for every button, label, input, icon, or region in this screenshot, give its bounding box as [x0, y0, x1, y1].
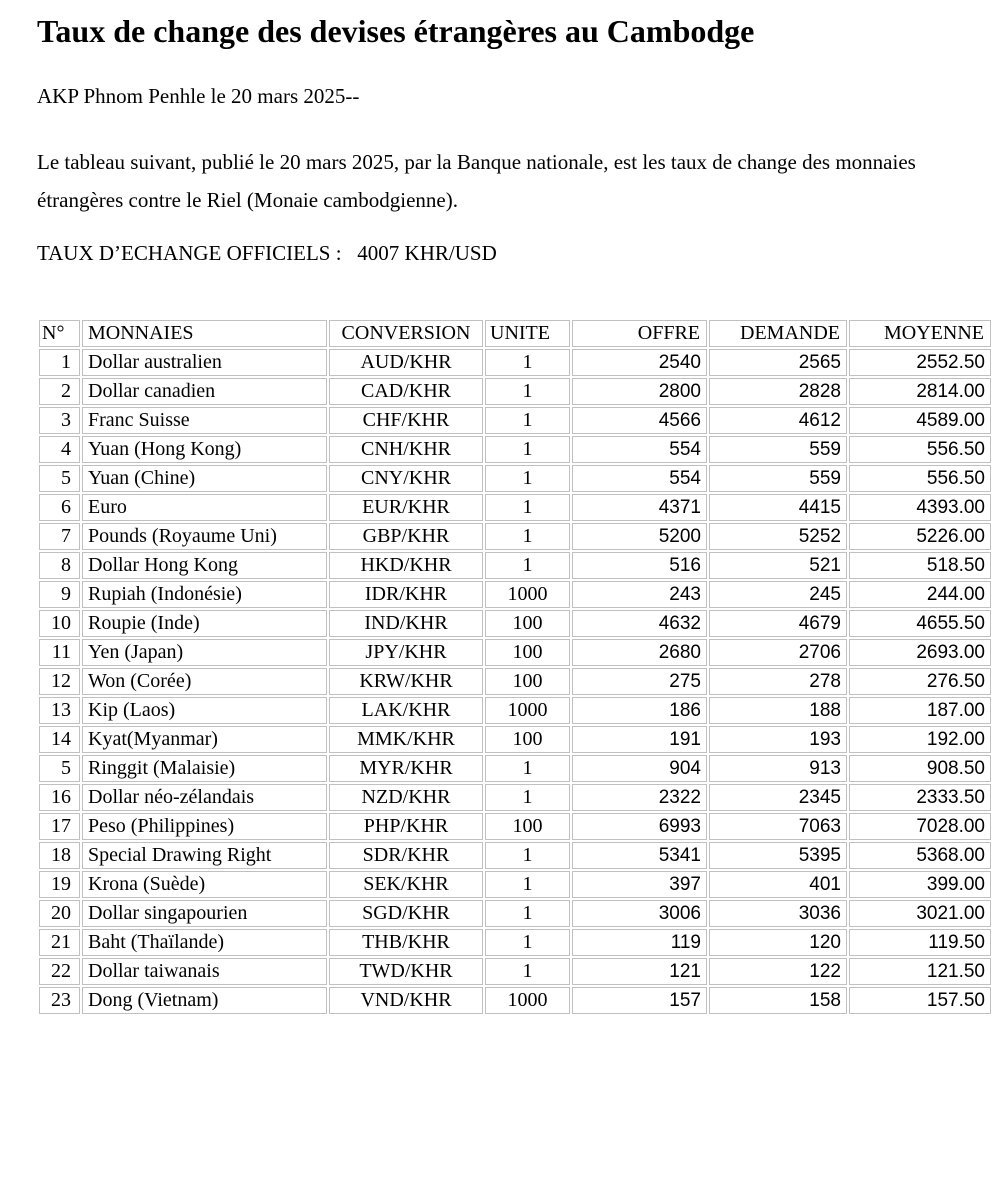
table-row [39, 349, 991, 376]
cell: Yuan (Hong Kong) [82, 436, 327, 463]
cell: 121.50 [849, 958, 991, 985]
cell: 518.50 [849, 552, 991, 579]
cell: 1 [485, 436, 570, 463]
cell: 7 [39, 523, 80, 550]
cell: 13 [39, 697, 80, 724]
cell: AUD/KHR [329, 349, 483, 376]
cell: 100 [485, 639, 570, 666]
cell: CNH/KHR [329, 436, 483, 463]
table-row [39, 697, 991, 724]
cell: EUR/KHR [329, 494, 483, 521]
cell: 21 [39, 929, 80, 956]
cell: 9 [39, 581, 80, 608]
cell: 12 [39, 668, 80, 695]
cell: 100 [485, 726, 570, 753]
byline: AKP Phnom Penhle le 20 mars 2025-- [37, 84, 360, 108]
cell: 23 [39, 987, 80, 1014]
table-row [39, 929, 991, 956]
cell: Krona (Suède) [82, 871, 327, 898]
cell: Franc Suisse [82, 407, 327, 434]
table-row [39, 958, 991, 985]
intro-paragraph: Le tableau suivant, publié le 20 mars 2025, par la Banque nationale, est les taux de change des monnaies étrangères contre le Riel (Monaie cambodgienne). [37, 150, 916, 212]
cell: 275 [572, 668, 707, 695]
cell: CAD/KHR [329, 378, 483, 405]
table-row [39, 581, 991, 608]
cell: 1000 [485, 581, 570, 608]
table-header-row [39, 320, 991, 347]
cell: Dollar singapourien [82, 900, 327, 927]
cell: 20 [39, 900, 80, 927]
table-row [39, 784, 991, 811]
cell: Peso (Philippines) [82, 813, 327, 840]
cell: 1 [485, 842, 570, 869]
table-row [39, 523, 991, 550]
cell: 4679 [709, 610, 847, 637]
cell: 2828 [709, 378, 847, 405]
cell: 1 [485, 755, 570, 782]
cell: 4566 [572, 407, 707, 434]
cell: 4632 [572, 610, 707, 637]
column-header: UNITE [485, 320, 570, 347]
cell: 904 [572, 755, 707, 782]
cell: 2540 [572, 349, 707, 376]
column-header: OFFRE [572, 320, 707, 347]
cell: 1 [485, 958, 570, 985]
cell: 4 [39, 436, 80, 463]
cell: 2706 [709, 639, 847, 666]
cell: 908.50 [849, 755, 991, 782]
cell: 554 [572, 465, 707, 492]
cell: 100 [485, 813, 570, 840]
column-header: DEMANDE [709, 320, 847, 347]
cell: Euro [82, 494, 327, 521]
cell: 2800 [572, 378, 707, 405]
cell: Won (Corée) [82, 668, 327, 695]
cell: 3 [39, 407, 80, 434]
cell: 16 [39, 784, 80, 811]
cell: 19 [39, 871, 80, 898]
cell: 5 [39, 465, 80, 492]
cell: 122 [709, 958, 847, 985]
cell: 186 [572, 697, 707, 724]
cell: 5200 [572, 523, 707, 550]
cell: 14 [39, 726, 80, 753]
cell: 556.50 [849, 465, 991, 492]
cell: 157 [572, 987, 707, 1014]
table-row [39, 755, 991, 782]
table-row [39, 552, 991, 579]
cell: Baht (Thaïlande) [82, 929, 327, 956]
cell: 5 [39, 755, 80, 782]
cell: 121 [572, 958, 707, 985]
cell: 276.50 [849, 668, 991, 695]
cell: 1 [485, 871, 570, 898]
table-row [39, 610, 991, 637]
cell: 7028.00 [849, 813, 991, 840]
cell: 278 [709, 668, 847, 695]
cell: 100 [485, 610, 570, 637]
cell: 521 [709, 552, 847, 579]
cell: 1 [485, 552, 570, 579]
cell: SEK/KHR [329, 871, 483, 898]
cell: 4612 [709, 407, 847, 434]
table-row [39, 726, 991, 753]
cell: 100 [485, 668, 570, 695]
cell: TWD/KHR [329, 958, 483, 985]
cell: 1 [485, 349, 570, 376]
cell: LAK/KHR [329, 697, 483, 724]
cell: 3036 [709, 900, 847, 927]
cell: 8 [39, 552, 80, 579]
cell: Kip (Laos) [82, 697, 327, 724]
cell: 2565 [709, 349, 847, 376]
table-row [39, 407, 991, 434]
cell: IDR/KHR [329, 581, 483, 608]
cell: Pounds (Royaume Uni) [82, 523, 327, 550]
page-title: Taux de change des devises étrangères au Cambodge [37, 13, 755, 49]
cell: 5226.00 [849, 523, 991, 550]
table-row [39, 668, 991, 695]
cell: 1000 [485, 697, 570, 724]
cell: 157.50 [849, 987, 991, 1014]
cell: 5395 [709, 842, 847, 869]
cell: 399.00 [849, 871, 991, 898]
column-header: MONNAIES [82, 320, 327, 347]
cell: MYR/KHR [329, 755, 483, 782]
cell: 1 [485, 407, 570, 434]
table-row [39, 871, 991, 898]
cell: 158 [709, 987, 847, 1014]
cell: 1 [39, 349, 80, 376]
cell: VND/KHR [329, 987, 483, 1014]
cell: 120 [709, 929, 847, 956]
cell: 192.00 [849, 726, 991, 753]
cell: 244.00 [849, 581, 991, 608]
cell: Dollar néo-zélandais [82, 784, 327, 811]
cell: 559 [709, 465, 847, 492]
cell: 2345 [709, 784, 847, 811]
cell: 187.00 [849, 697, 991, 724]
cell: Rupiah (Indonésie) [82, 581, 327, 608]
table-row [39, 813, 991, 840]
cell: 3021.00 [849, 900, 991, 927]
cell: NZD/KHR [329, 784, 483, 811]
cell: 401 [709, 871, 847, 898]
cell: 4371 [572, 494, 707, 521]
cell: 3006 [572, 900, 707, 927]
cell: 188 [709, 697, 847, 724]
column-header: MOYENNE [849, 320, 991, 347]
cell: 1 [485, 784, 570, 811]
cell: 119.50 [849, 929, 991, 956]
cell: THB/KHR [329, 929, 483, 956]
cell: Dollar australien [82, 349, 327, 376]
cell: 7063 [709, 813, 847, 840]
cell: SDR/KHR [329, 842, 483, 869]
cell: 559 [709, 436, 847, 463]
cell: 556.50 [849, 436, 991, 463]
cell: 554 [572, 436, 707, 463]
cell: PHP/KHR [329, 813, 483, 840]
cell: 4589.00 [849, 407, 991, 434]
table-row [39, 639, 991, 666]
cell: 1 [485, 465, 570, 492]
cell: Kyat(Myanmar) [82, 726, 327, 753]
rates-table-body [39, 349, 991, 1014]
cell: CHF/KHR [329, 407, 483, 434]
column-header: CONVERSION [329, 320, 483, 347]
table-row [39, 987, 991, 1014]
cell: 5341 [572, 842, 707, 869]
cell: 2680 [572, 639, 707, 666]
table-row [39, 494, 991, 521]
cell: Dong (Vietnam) [82, 987, 327, 1014]
cell: 193 [709, 726, 847, 753]
cell: Roupie (Inde) [82, 610, 327, 637]
cell: 2693.00 [849, 639, 991, 666]
cell: 2322 [572, 784, 707, 811]
cell: HKD/KHR [329, 552, 483, 579]
cell: 2552.50 [849, 349, 991, 376]
cell: 1 [485, 900, 570, 927]
cell: 243 [572, 581, 707, 608]
cell: 397 [572, 871, 707, 898]
cell: 119 [572, 929, 707, 956]
cell: 245 [709, 581, 847, 608]
exchange-rates-table [37, 318, 993, 1016]
cell: 4415 [709, 494, 847, 521]
table-row [39, 436, 991, 463]
cell: IND/KHR [329, 610, 483, 637]
official-rate-line: TAUX D’ECHANGE OFFICIELS : 4007 KHR/USD [37, 241, 497, 265]
cell: Dollar canadien [82, 378, 327, 405]
cell: CNY/KHR [329, 465, 483, 492]
cell: 4393.00 [849, 494, 991, 521]
cell: 4655.50 [849, 610, 991, 637]
cell: Special Drawing Right [82, 842, 327, 869]
cell: 2814.00 [849, 378, 991, 405]
table-row [39, 900, 991, 927]
cell: 5252 [709, 523, 847, 550]
cell: 17 [39, 813, 80, 840]
cell: GBP/KHR [329, 523, 483, 550]
cell: 2 [39, 378, 80, 405]
cell: 191 [572, 726, 707, 753]
cell: 10 [39, 610, 80, 637]
cell: SGD/KHR [329, 900, 483, 927]
cell: 18 [39, 842, 80, 869]
cell: 6993 [572, 813, 707, 840]
cell: 516 [572, 552, 707, 579]
cell: Ringgit (Malaisie) [82, 755, 327, 782]
cell: 1 [485, 494, 570, 521]
cell: 1000 [485, 987, 570, 1014]
column-header: N° [39, 320, 80, 347]
cell: Yuan (Chine) [82, 465, 327, 492]
cell: MMK/KHR [329, 726, 483, 753]
cell: 2333.50 [849, 784, 991, 811]
cell: Dollar taiwanais [82, 958, 327, 985]
cell: 22 [39, 958, 80, 985]
cell: 6 [39, 494, 80, 521]
table-row [39, 842, 991, 869]
table-row [39, 378, 991, 405]
cell: 5368.00 [849, 842, 991, 869]
cell: 913 [709, 755, 847, 782]
cell: 1 [485, 378, 570, 405]
cell: 1 [485, 523, 570, 550]
cell: 11 [39, 639, 80, 666]
cell: Yen (Japan) [82, 639, 327, 666]
cell: Dollar Hong Kong [82, 552, 327, 579]
cell: KRW/KHR [329, 668, 483, 695]
table-row [39, 465, 991, 492]
cell: JPY/KHR [329, 639, 483, 666]
cell: 1 [485, 929, 570, 956]
